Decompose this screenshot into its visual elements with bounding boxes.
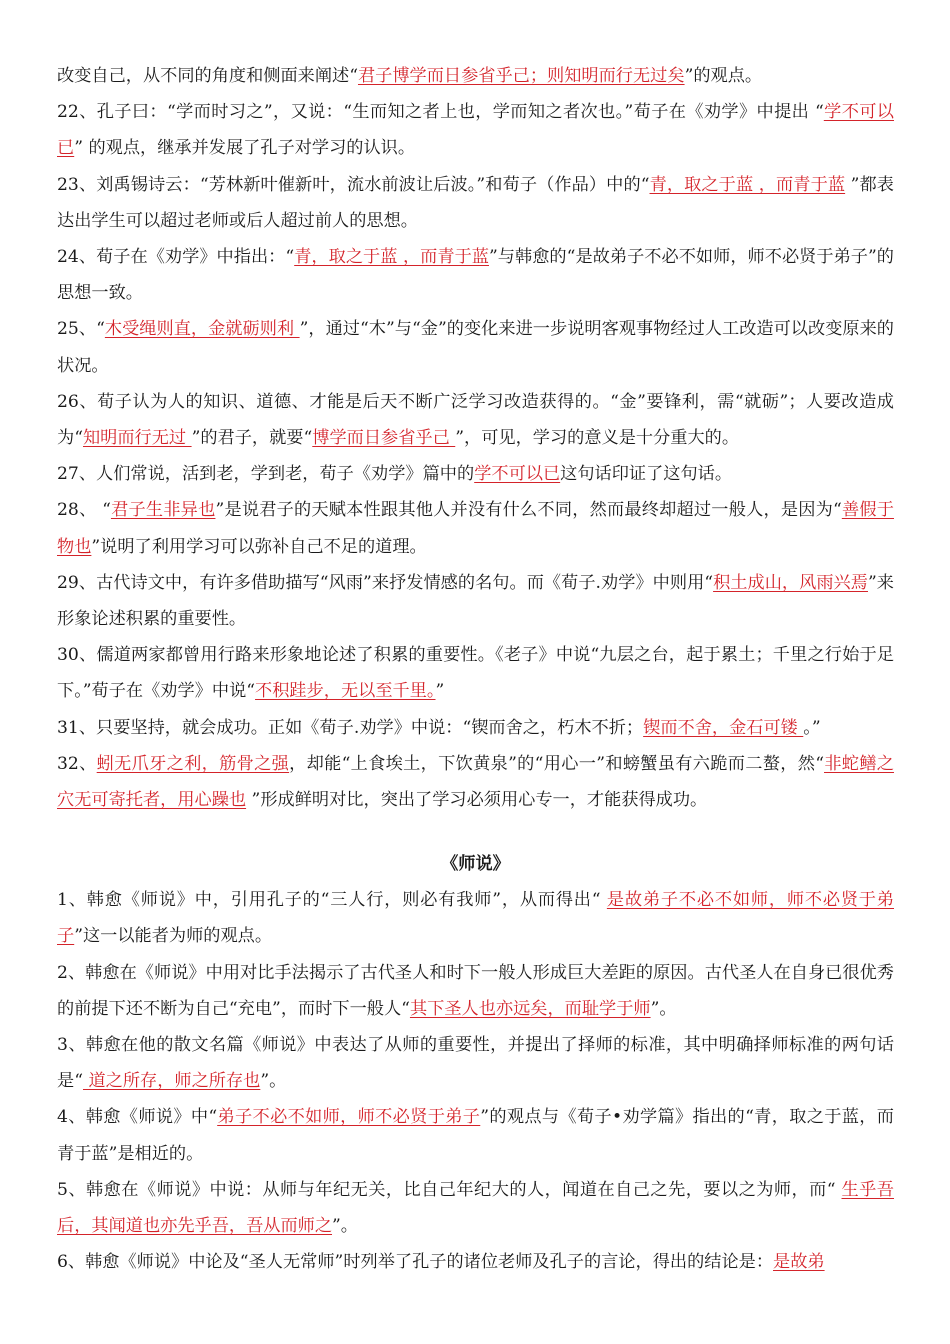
question-item	[57, 384, 894, 456]
answer-fill: 知明而行无过	[82, 428, 192, 449]
question-item	[57, 746, 894, 818]
answer-fill: 木受绳则直，金就砺则利	[104, 319, 300, 340]
quiz-section-shishuo	[57, 882, 894, 1280]
answer-fill: 君子生非异也	[110, 500, 216, 521]
question-text: ”的君子，就要“	[191, 428, 313, 449]
question-text: 。”	[803, 717, 821, 738]
answer-fill: 不积跬步，无以至千里。	[255, 681, 436, 702]
answer-fill: 学不可以已	[474, 464, 561, 485]
question-text: 28、 “	[57, 500, 111, 521]
answer-fill: 青，取之于蓝 ，而青于蓝	[649, 174, 846, 195]
question-text: ”。	[650, 998, 677, 1019]
question-text: 这句话印证了这句话。	[560, 464, 733, 485]
answer-fill: 青，取之于蓝 ，而青于蓝	[294, 247, 489, 268]
question-text: ，却能“上食埃土，下饮黄泉”的“用心一”和螃蟹虽有六跪而二螯，然“	[289, 753, 825, 774]
question-item	[57, 492, 894, 564]
quiz-section-quanxue	[57, 58, 894, 818]
question-text: 5、韩愈在《师说》中说：从师与年纪无关，比自己年纪大的人，闻道在自己之先，要以之为师，而“	[57, 1179, 842, 1200]
question-item	[57, 1172, 894, 1244]
question-text: 26、荀子认为人的知识、道德、才能是后天不断广泛学习改造获得的。“金”要锋利，需“就砺”；人要改造成为“	[57, 391, 894, 449]
question-text: 改变自己，从不同的角度和侧面来阐述“	[57, 66, 358, 86]
question-item	[57, 955, 894, 1027]
answer-fill: 其下圣人也亦远矣，而耻学于师	[409, 998, 651, 1019]
question-text: 22、孔子曰：“学而时习之”，又说：“生而知之者上也，学而知之者次也。”荀子在《劝学》中提出 “	[57, 102, 824, 123]
question-text: ”都表达出学生可以超过老师或后人超过前人的思想。	[57, 174, 894, 231]
answer-fill: 道之所存，师之所存也	[82, 1071, 261, 1092]
question-text: ”的观点。	[684, 66, 763, 86]
question-text: ”，可见，学习的意义是十分重大的。	[455, 428, 740, 449]
answer-fill: 锲而不舍，金石可镂	[643, 717, 804, 738]
question-text: ”。	[332, 1216, 358, 1237]
question-text: 1、韩愈《师说》中，引用孔子的“三人行，则必有我师”，从而得出“	[57, 890, 607, 911]
question-text: ”来形象论述积累的重要性。	[57, 572, 894, 630]
question-text: 2、韩愈在《师说》中用对比手法揭示了古代圣人和时下一般人形成巨大差距的原因。古代圣人在自身已很优秀的前提下还不断为自己“充电”，而时下一般人“	[57, 962, 894, 1019]
question-item	[57, 637, 894, 709]
question-item	[57, 710, 894, 746]
question-text: 30、儒道两家都曾用行路来形象地论述了积累的重要性。《老子》中说“九层之台，起于累土；千里之行始于足下。”荀子在《劝学》中说“	[57, 645, 894, 702]
question-text: ”的观点与《荀子•劝学篇》指出的“青，取之于蓝，而青于蓝”是相近的。	[57, 1107, 894, 1164]
question-item	[57, 239, 894, 311]
question-text: ”，通过“木”与“金”的变化来进一步说明客观事物经过人工改造可以改变原来的状况。	[57, 319, 894, 376]
question-item	[57, 1099, 894, 1171]
question-item	[57, 167, 894, 239]
question-text: 23、刘禹锡诗云：“芳林新叶催新叶，流水前波让后波。”和荀子（作品）中的“	[57, 174, 650, 195]
question-item	[57, 565, 894, 637]
answer-fill: 弟子不必不如师，师不必贤于弟子	[217, 1107, 481, 1128]
question-text: ”形成鲜明对比，突出了学习必须用心专一，才能获得成功。	[246, 790, 708, 811]
answer-fill: 君子博学而日参省乎己；则知明而行无过矣	[357, 66, 685, 86]
question-text: 4、韩愈《师说》中“	[57, 1107, 218, 1128]
question-item	[57, 58, 894, 94]
question-item	[57, 882, 894, 954]
question-text: 24、荀子在《劝学》中指出：“	[57, 247, 295, 268]
answer-fill: 是故弟	[773, 1252, 825, 1273]
question-text: 32、	[57, 753, 97, 774]
answer-fill: 蚓无爪牙之利，筋骨之强	[96, 753, 290, 774]
question-text: 31、只要坚持，就会成功。正如《荀子.劝学》中说：“锲而舍之，朽木不折；	[57, 717, 644, 738]
question-text: 6、韩愈《师说》中论及“圣人无常师”时列举了孔子的诸位老师及孔子的言论，得出的结论是：	[57, 1252, 774, 1273]
question-item	[57, 1027, 894, 1099]
answer-fill: 非蛇鳝之穴无可寄托者，用心躁也	[57, 753, 894, 811]
answer-fill: 学不可以已	[57, 102, 894, 159]
section-title: 《师说》	[441, 854, 510, 875]
question-text: ”是说君子的天赋本性跟其他人并没有什么不同，然而最终却超过一般人，是因为“	[215, 500, 842, 521]
answer-fill: 生乎吾后，其闻道也亦先乎吾，吾从而师之	[57, 1179, 894, 1237]
question-text: 25、“	[57, 319, 105, 340]
answer-fill: 积土成山，风雨兴焉	[713, 572, 868, 593]
question-item	[57, 1244, 894, 1280]
answer-fill: 博学而日参省乎己	[312, 428, 456, 449]
question-text: ”	[435, 681, 445, 702]
question-text: ” 的观点，继承并发展了孔子对学习的认识。	[74, 138, 416, 159]
question-text: ”这一以能者为师的观点。	[74, 926, 273, 947]
question-item	[57, 94, 894, 166]
question-text: ”与韩愈的“是故弟子不必不如师，师不必贤于弟子”的思想一致。	[57, 247, 894, 304]
answer-fill: 是故弟子不必不如师，师不必贤于弟子	[57, 890, 894, 947]
question-text: 27、人们常说，活到老，学到老，荀子《劝学》篇中的	[57, 464, 475, 485]
question-item	[57, 311, 894, 383]
question-text: ”。	[260, 1071, 287, 1092]
answer-fill: 善假于物也	[57, 500, 894, 557]
question-text: ”说明了利用学习可以弥补自己不足的道理。	[91, 536, 427, 557]
question-item	[57, 456, 894, 492]
question-text: 3、韩愈在他的散文名篇《师说》中表达了从师的重要性，并提出了择师的标准，其中明确择师标准的两句话是“	[57, 1035, 894, 1092]
question-text: 29、古代诗文中，有许多借助描写“风雨”来抒发情感的名句。而《荀子.劝学》中则用“	[57, 572, 714, 593]
